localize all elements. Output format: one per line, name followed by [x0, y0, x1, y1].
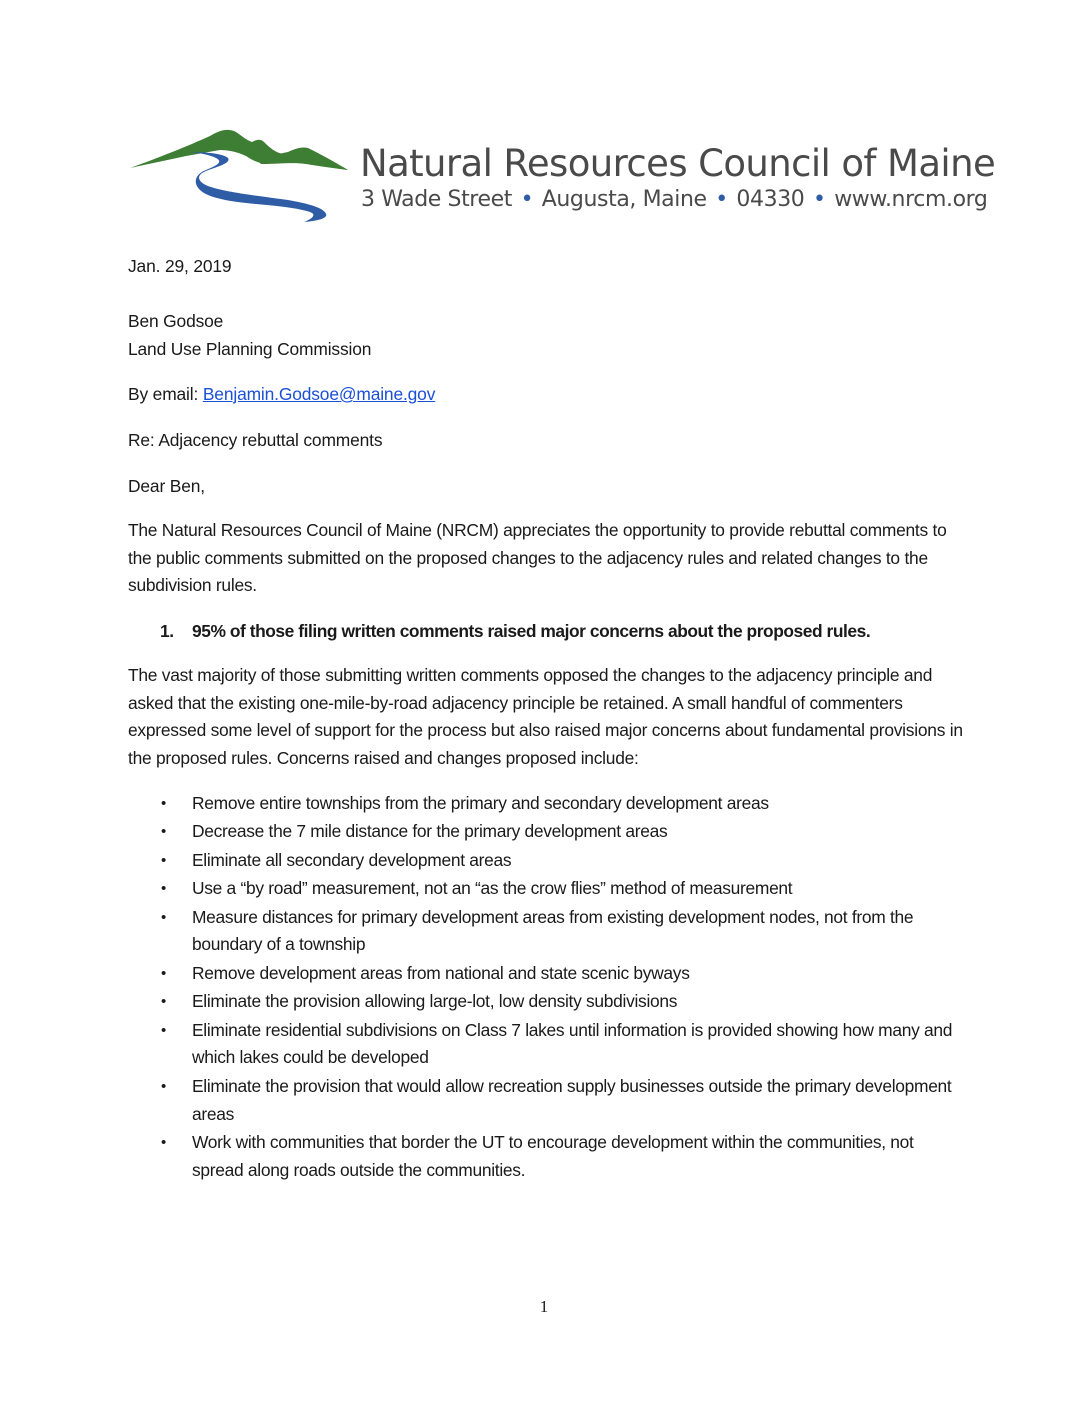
bullet-icon: •: [161, 795, 166, 812]
list-item-text: Work with communities that border the UT to encourage development within the communities, not spread along roads outside the communities.: [192, 1131, 914, 1180]
list-item: [128, 790, 968, 818]
page-number: 1: [539, 1297, 549, 1316]
recipient-organization: Land Use Planning Commission: [128, 339, 372, 359]
email-line: [128, 381, 435, 409]
address-website: www.nrcm.org: [834, 187, 988, 212]
bullet-icon: •: [161, 993, 166, 1011]
intro-paragraph: The Natural Resources Council of Maine (NRCM) appreciates the opportunity to provide rebuttal comments to the public comments submitted on the proposed changes to the adjacency rules and related changes to the subdivision rules.: [128, 520, 947, 595]
letterhead: [128, 124, 996, 224]
address-separator: •: [520, 187, 534, 212]
section-heading-1: [160, 618, 870, 646]
mountains-river-logo-icon: [128, 124, 350, 222]
list-item: [128, 960, 968, 988]
bullet-icon: •: [161, 1133, 166, 1151]
address-city: Augusta, Maine: [541, 187, 707, 212]
bullet-icon: •: [161, 1021, 166, 1039]
bullet-icon: •: [161, 908, 166, 926]
list-item-text: Remove development areas from national and state scenic byways: [192, 962, 690, 983]
recipient-name: Ben Godsoe: [128, 311, 224, 331]
list-item: [128, 904, 968, 960]
email-link[interactable]: Benjamin.Godsoe@maine.gov: [202, 384, 436, 404]
list-item: [128, 1129, 968, 1185]
list-item-text: Remove entire townships from the primary and secondary development areas: [192, 793, 769, 813]
letter-date: Jan. 29, 2019: [128, 256, 232, 276]
organization-name: Natural Resources Council of Maine: [360, 142, 996, 185]
section-1-paragraph: The vast majority of those submitting written comments opposed the changes to the adjacency principle and asked that the existing one-mile-by-road adjacency principle be retained. A small handful of commenters expressed some level of support for the process but also raised major concerns about fundamental provisions in the proposed rules. Concerns raised and changes proposed include:: [128, 665, 963, 768]
organization-address: [361, 186, 987, 214]
address-separator: •: [813, 187, 826, 212]
list-item-text: Eliminate all secondary development areas: [192, 849, 512, 870]
list-item-text: Decrease the 7 mile distance for the primary development areas: [192, 821, 668, 842]
list-item-text: Use a “by road” measurement, not an “as the crow flies” method of measurement: [192, 878, 793, 899]
address-separator: •: [715, 187, 728, 212]
concerns-list: [128, 790, 968, 1185]
list-item: [128, 1017, 968, 1073]
list-item: [128, 1073, 968, 1129]
section-title: 95% of those filing written comments raised major concerns about the proposed rules.: [192, 621, 871, 641]
address-zip: 04330: [736, 187, 805, 212]
re-line: Re: Adjacency rebuttal comments: [128, 430, 383, 450]
bullet-icon: •: [161, 851, 166, 869]
salutation: Dear Ben,: [128, 476, 205, 496]
list-item-text: Eliminate residential subdivisions on Class 7 lakes until information is provided showing how many and which lakes could be developed: [192, 1019, 953, 1068]
list-item: [128, 847, 968, 875]
list-item: [128, 818, 968, 846]
list-item: [128, 988, 968, 1016]
section-number: 1.: [160, 621, 174, 641]
list-item-text: Measure distances for primary development areas from existing development nodes, not from the boundary of a township: [192, 906, 914, 955]
list-item-text: Eliminate the provision allowing large-lot, low density subdivisions: [192, 991, 678, 1012]
bullet-icon: •: [161, 1077, 166, 1095]
bullet-icon: •: [161, 823, 166, 841]
address-street: 3 Wade Street: [361, 187, 512, 212]
list-item-text: Eliminate the provision that would allow recreation supply businesses outside the primary development areas: [192, 1075, 952, 1124]
bullet-icon: •: [161, 964, 166, 982]
bullet-icon: •: [161, 880, 166, 898]
list-item: [128, 875, 968, 903]
email-label: By email:: [128, 384, 203, 404]
